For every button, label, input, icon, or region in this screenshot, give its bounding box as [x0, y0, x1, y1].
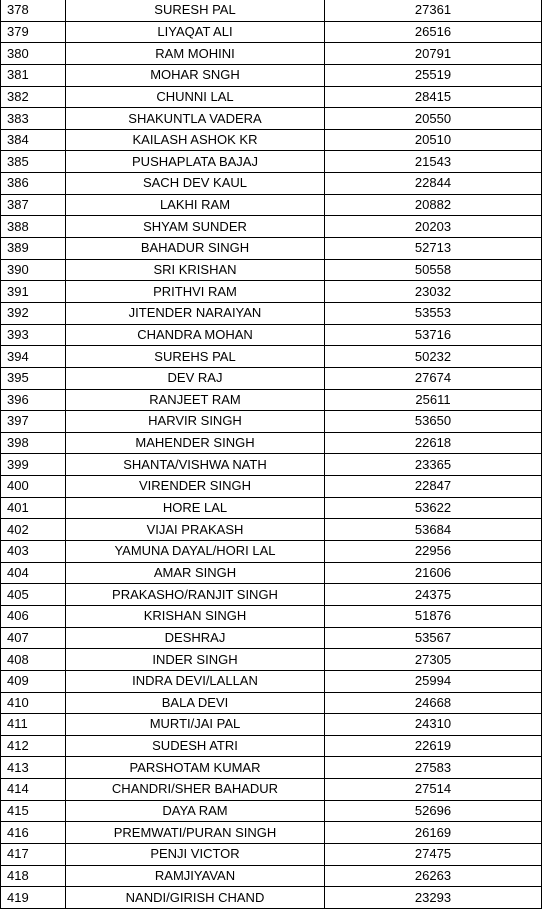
serial-number-cell: 388	[1, 216, 66, 238]
serial-number-cell: 418	[1, 865, 66, 887]
number-cell: 52696	[325, 800, 542, 822]
number-cell: 50232	[325, 346, 542, 368]
serial-number-cell: 412	[1, 735, 66, 757]
table-row	[1, 346, 542, 368]
name-cell: MAHENDER SINGH	[66, 432, 325, 454]
serial-number-cell: 399	[1, 454, 66, 476]
table-row	[1, 129, 542, 151]
table-row	[1, 432, 542, 454]
number-cell: 23032	[325, 281, 542, 303]
name-cell: YAMUNA DAYAL/HORI LAL	[66, 541, 325, 563]
table-row	[1, 454, 542, 476]
serial-number-cell: 383	[1, 108, 66, 130]
name-cell: PRAKASHO/RANJIT SINGH	[66, 584, 325, 606]
name-cell: INDER SINGH	[66, 649, 325, 671]
table-row	[1, 757, 542, 779]
number-cell: 22956	[325, 541, 542, 563]
name-cell: SHAKUNTLA VADERA	[66, 108, 325, 130]
serial-number-cell: 395	[1, 367, 66, 389]
table-row	[1, 0, 542, 21]
name-cell: SHANTA/VISHWA NATH	[66, 454, 325, 476]
number-cell: 27305	[325, 649, 542, 671]
name-cell: DESHRAJ	[66, 627, 325, 649]
table-row	[1, 649, 542, 671]
number-cell: 26169	[325, 822, 542, 844]
table-row	[1, 476, 542, 498]
table-row	[1, 411, 542, 433]
serial-number-cell: 392	[1, 302, 66, 324]
number-cell: 24375	[325, 584, 542, 606]
name-cell: VIRENDER SINGH	[66, 476, 325, 498]
number-cell: 27361	[325, 0, 542, 21]
serial-number-cell: 405	[1, 584, 66, 606]
serial-number-cell: 411	[1, 714, 66, 736]
table-row	[1, 151, 542, 173]
number-cell: 24310	[325, 714, 542, 736]
number-cell: 22844	[325, 173, 542, 195]
name-cell: INDRA DEVI/LALLAN	[66, 670, 325, 692]
name-cell: MOHAR SNGH	[66, 64, 325, 86]
serial-number-cell: 406	[1, 605, 66, 627]
table-row	[1, 108, 542, 130]
number-cell: 27583	[325, 757, 542, 779]
serial-number-cell: 404	[1, 562, 66, 584]
table-body	[1, 0, 542, 908]
serial-number-cell: 419	[1, 887, 66, 909]
number-cell: 22847	[325, 476, 542, 498]
serial-number-cell: 407	[1, 627, 66, 649]
serial-number-cell: 414	[1, 779, 66, 801]
table-row	[1, 302, 542, 324]
name-cell: RAM MOHINI	[66, 43, 325, 65]
table-row	[1, 779, 542, 801]
serial-number-cell: 396	[1, 389, 66, 411]
serial-number-cell: 387	[1, 194, 66, 216]
table-row	[1, 800, 542, 822]
table-row	[1, 519, 542, 541]
serial-number-cell: 381	[1, 64, 66, 86]
table-row	[1, 194, 542, 216]
number-cell: 53622	[325, 497, 542, 519]
table-row	[1, 670, 542, 692]
number-cell: 27475	[325, 843, 542, 865]
table-row	[1, 259, 542, 281]
name-cell: CHANDRI/SHER BAHADUR	[66, 779, 325, 801]
number-cell: 20510	[325, 129, 542, 151]
table-row	[1, 238, 542, 260]
name-cell: PREMWATI/PURAN SINGH	[66, 822, 325, 844]
serial-number-cell: 380	[1, 43, 66, 65]
name-cell: DAYA RAM	[66, 800, 325, 822]
number-cell: 26516	[325, 21, 542, 43]
name-cell: PUSHAPLATA BAJAJ	[66, 151, 325, 173]
table-row	[1, 692, 542, 714]
serial-number-cell: 385	[1, 151, 66, 173]
number-cell: 53684	[325, 519, 542, 541]
name-cell: KRISHAN SINGH	[66, 605, 325, 627]
number-cell: 28415	[325, 86, 542, 108]
table-row	[1, 21, 542, 43]
number-cell: 21606	[325, 562, 542, 584]
name-cell: PRITHVI RAM	[66, 281, 325, 303]
serial-number-cell: 402	[1, 519, 66, 541]
table-row	[1, 43, 542, 65]
table-row	[1, 497, 542, 519]
table-row	[1, 64, 542, 86]
serial-number-cell: 417	[1, 843, 66, 865]
serial-number-cell: 400	[1, 476, 66, 498]
name-cell: CHUNNI LAL	[66, 86, 325, 108]
serial-number-cell: 378	[1, 0, 66, 21]
serial-number-cell: 386	[1, 173, 66, 195]
number-cell: 21543	[325, 151, 542, 173]
name-cell: AMAR SINGH	[66, 562, 325, 584]
number-cell: 50558	[325, 259, 542, 281]
name-cell: RAMJIYAVAN	[66, 865, 325, 887]
number-cell: 27514	[325, 779, 542, 801]
name-cell: LIYAQAT ALI	[66, 21, 325, 43]
serial-number-cell: 393	[1, 324, 66, 346]
name-cell: KAILASH ASHOK KR	[66, 129, 325, 151]
name-cell: HARVIR SINGH	[66, 411, 325, 433]
number-cell: 53716	[325, 324, 542, 346]
number-cell: 20791	[325, 43, 542, 65]
number-cell: 52713	[325, 238, 542, 260]
serial-number-cell: 394	[1, 346, 66, 368]
serial-number-cell: 390	[1, 259, 66, 281]
number-cell: 25994	[325, 670, 542, 692]
name-cell: SURESH PAL	[66, 0, 325, 21]
name-cell: SHYAM SUNDER	[66, 216, 325, 238]
number-cell: 53567	[325, 627, 542, 649]
name-cell: PENJI VICTOR	[66, 843, 325, 865]
number-cell: 23365	[325, 454, 542, 476]
table-row	[1, 541, 542, 563]
serial-number-cell: 391	[1, 281, 66, 303]
table-row	[1, 367, 542, 389]
number-cell: 22618	[325, 432, 542, 454]
table-row	[1, 822, 542, 844]
name-cell: NANDI/GIRISH CHAND	[66, 887, 325, 909]
table-row	[1, 324, 542, 346]
table-row	[1, 887, 542, 909]
name-cell: CHANDRA MOHAN	[66, 324, 325, 346]
number-cell: 27674	[325, 367, 542, 389]
serial-number-cell: 389	[1, 238, 66, 260]
name-cell: SUREHS PAL	[66, 346, 325, 368]
table-row	[1, 627, 542, 649]
serial-number-cell: 397	[1, 411, 66, 433]
name-cell: SUDESH ATRI	[66, 735, 325, 757]
name-cell: DEV RAJ	[66, 367, 325, 389]
serial-number-cell: 379	[1, 21, 66, 43]
serial-number-cell: 409	[1, 670, 66, 692]
number-cell: 53553	[325, 302, 542, 324]
table-row	[1, 714, 542, 736]
name-cell: BAHADUR SINGH	[66, 238, 325, 260]
name-cell: PARSHOTAM KUMAR	[66, 757, 325, 779]
number-cell: 26263	[325, 865, 542, 887]
name-cell: BALA DEVI	[66, 692, 325, 714]
number-cell: 24668	[325, 692, 542, 714]
number-cell: 51876	[325, 605, 542, 627]
table-row	[1, 216, 542, 238]
serial-number-cell: 382	[1, 86, 66, 108]
name-cell: JITENDER NARAIYAN	[66, 302, 325, 324]
number-cell: 20882	[325, 194, 542, 216]
table-row	[1, 173, 542, 195]
name-cell: RANJEET RAM	[66, 389, 325, 411]
serial-number-cell: 384	[1, 129, 66, 151]
number-cell: 20203	[325, 216, 542, 238]
table-row	[1, 605, 542, 627]
name-cell: SRI KRISHAN	[66, 259, 325, 281]
table-row	[1, 281, 542, 303]
serial-number-cell: 416	[1, 822, 66, 844]
serial-number-cell: 415	[1, 800, 66, 822]
name-cell: LAKHI RAM	[66, 194, 325, 216]
table-row	[1, 843, 542, 865]
name-cell: VIJAI PRAKASH	[66, 519, 325, 541]
number-cell: 23293	[325, 887, 542, 909]
number-cell: 25611	[325, 389, 542, 411]
serial-number-cell: 401	[1, 497, 66, 519]
table-row	[1, 584, 542, 606]
serial-number-cell: 410	[1, 692, 66, 714]
table-row	[1, 865, 542, 887]
table-row	[1, 562, 542, 584]
serial-number-cell: 398	[1, 432, 66, 454]
table-row	[1, 735, 542, 757]
name-cell: HORE LAL	[66, 497, 325, 519]
serial-number-cell: 403	[1, 541, 66, 563]
serial-number-cell: 413	[1, 757, 66, 779]
table-row	[1, 86, 542, 108]
name-cell: MURTI/JAI PAL	[66, 714, 325, 736]
name-cell: SACH DEV KAUL	[66, 173, 325, 195]
table-row	[1, 389, 542, 411]
number-cell: 25519	[325, 64, 542, 86]
number-cell: 20550	[325, 108, 542, 130]
serial-number-cell: 408	[1, 649, 66, 671]
number-cell: 22619	[325, 735, 542, 757]
number-cell: 53650	[325, 411, 542, 433]
